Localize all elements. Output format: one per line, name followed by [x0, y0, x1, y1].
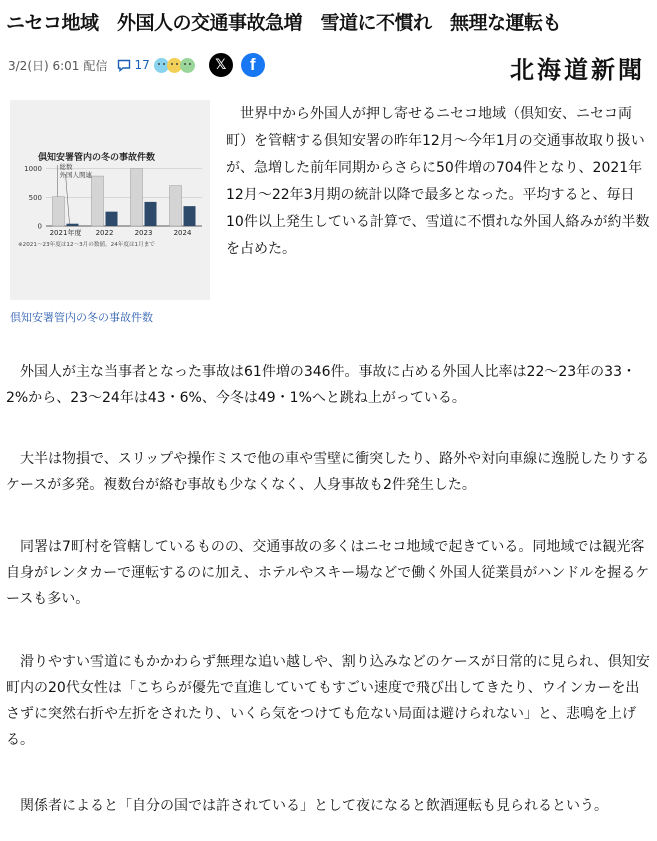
bar-total — [53, 197, 65, 226]
comment-icon — [117, 59, 131, 72]
bar-total — [92, 176, 104, 226]
y-tick-label: 500 — [28, 193, 42, 202]
bar-foreign — [67, 224, 79, 226]
comment-link[interactable] — [117, 58, 149, 72]
legend-label: 外国人関連 — [59, 171, 92, 179]
article-headline: ニセコ地域 外国人の交通事故急増 雪道に不慣れ 無理な運転も — [6, 12, 562, 34]
chart-note: ※2021～23年度は12～3月の数値。24年度は1月まで — [18, 242, 155, 248]
accident-bar-chart — [10, 100, 210, 300]
facebook-share-icon[interactable]: f — [241, 53, 265, 77]
lead-paragraph: 世界中から外国人が押し寄せるニセコ地域（倶知安、ニセコ両町）を管轄する倶知安署の昨年12月～今年1月の交通事故取り扱いが、急増した前年同期からさらに50件増の704件となり、2021年12月～22年3月期の統計以降で最多となった。平均すると、毎日10件以上発生している計算で、雪道に不慣れな外国人絡みが約半数を占めた。 — [226, 106, 650, 257]
reaction-face-icon — [180, 58, 195, 73]
legend-label: 総数 — [59, 163, 73, 171]
y-tick-label: 0 — [37, 222, 42, 231]
chart-title: 倶知安署管内の冬の事故件数 — [38, 153, 156, 163]
body-paragraph: 滑りやすい雪道にもかかわらず無理な追い越しや、割り込みなどのケースが日常的に見られ、倶知安町内の20代女性は「こちらが優先で直進していてもすごい速度で飛び出してきたり、ウインカーを出さずに突然右折や左折をされたり、いくら気をつけても危ない局面は避けられない」と、悲鳴を上げる。 — [6, 654, 650, 748]
body-paragraph: 同署は7町村を管轄しているものの、交通事故の多くはニセコ地域で起きている。同地域では観光客自身がレンタカーで運転するのに加え、ホテルやスキー場などで働く外国人従業員がハンドルを握るケースも多い。 — [6, 539, 650, 607]
article-figure[interactable] — [10, 100, 210, 300]
publisher-logo: 北海道新聞 — [510, 55, 645, 84]
distribution-label: 配信 — [83, 58, 108, 73]
bar-total — [131, 169, 143, 226]
body-paragraph: 大半は物損で、スリップや操作ミスで他の車や雪壁に衝突したり、路外や対向車線に逸脱したりするケースが多発。複数台が絡む事故も少なくなく、人身事故も2件発生した。 — [6, 451, 650, 493]
comment-count: 17 — [134, 58, 150, 72]
figure-caption: 倶知安署管内の冬の事故件数 — [10, 311, 153, 324]
x-tick-label: 2024 — [173, 229, 192, 237]
x-tick-label: 2021年度 — [49, 229, 82, 237]
reaction-faces-icon[interactable] — [154, 58, 193, 73]
bar-total — [170, 186, 182, 226]
bar-foreign — [145, 202, 157, 226]
body-paragraph: 関係者によると「自分の国では許されている」として夜になると飲酒運転も見られるという。 — [20, 798, 608, 814]
bar-foreign — [184, 206, 196, 226]
bar-foreign — [106, 212, 118, 226]
x-tick-label: 2023 — [134, 229, 153, 237]
publish-date: 3/2(日) 6:01 — [8, 58, 80, 73]
x-tick-label: 2022 — [95, 229, 114, 237]
y-tick-label: 1000 — [24, 165, 42, 174]
legend-leader — [66, 174, 70, 224]
x-share-icon[interactable]: 𝕏 — [209, 53, 233, 77]
article-meta — [8, 55, 273, 75]
body-paragraph: 外国人が主な当事者となった事故は61件増の346件。事故に占める外国人比率は22～23年の33・2%から、23～24年は43・6%、今冬は49・1%へと跳ね上がっている。 — [6, 364, 636, 406]
